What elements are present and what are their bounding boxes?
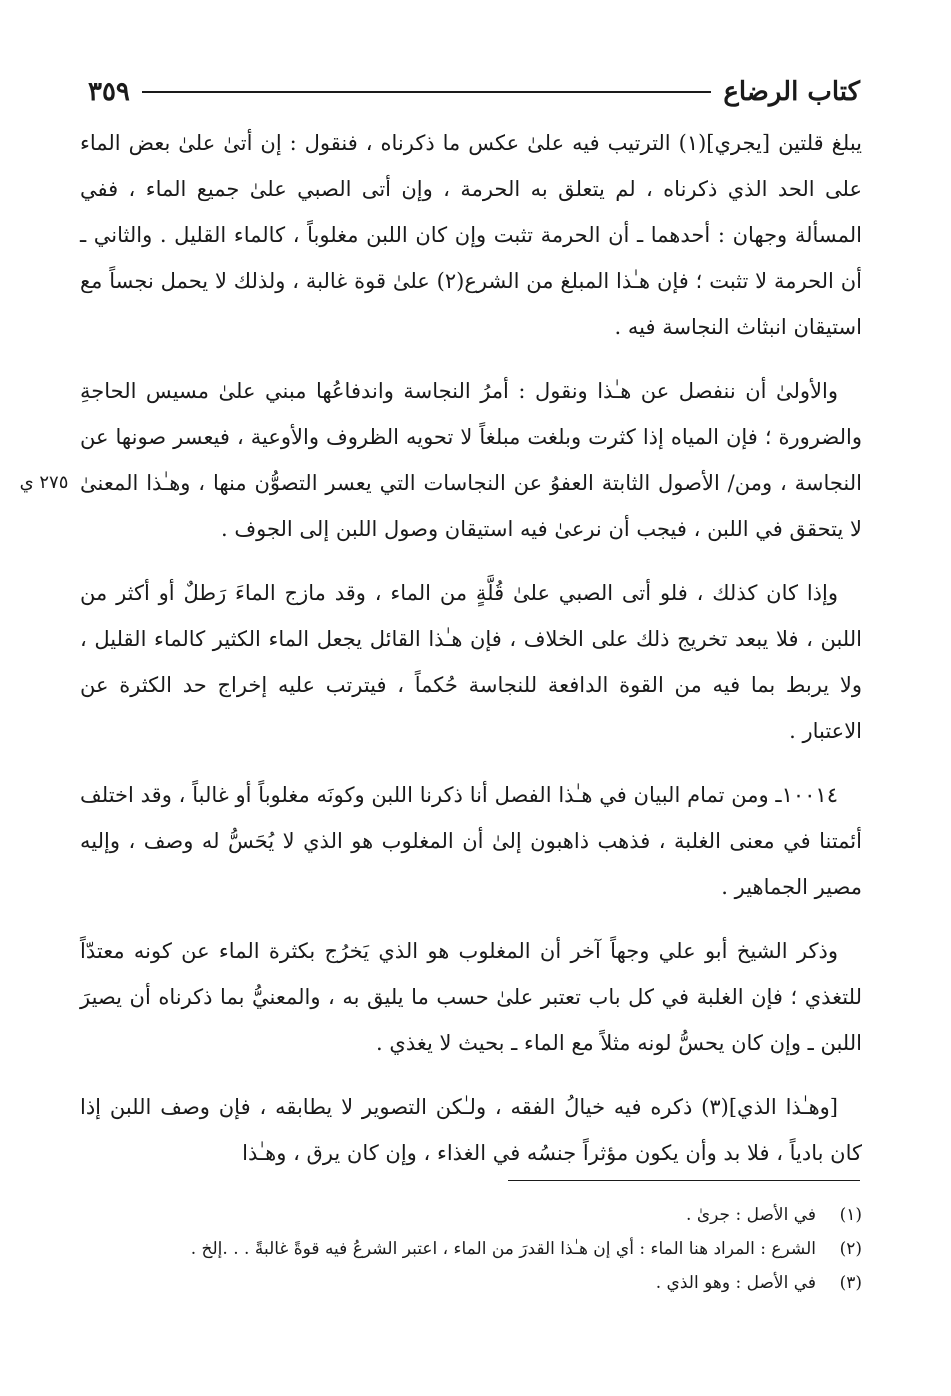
footnote-separator	[508, 1180, 860, 1181]
header-rule	[142, 91, 711, 93]
footnotes	[100, 1198, 862, 1300]
paragraph: والأولىٰ أن ننفصل عن هـٰذا ونقول : أمرُ النجاسة واندفاعُها مبني علىٰ مسيس الحاجةِ والضرورة ؛ فإن المياه إذا كثرت وبلغت مبلغاً لا تحويه الظروف والأوعية ، فيعسر صونها عن النجاسة ، ومن/ الأصول الثابتة العفوُ عن النجاسات التي يعسر التصوُّن منها ، وهـٰذا المعنىٰ لا يتحقق في اللبن ، فيجب أن نرعىٰ فيه استيقان وصول اللبن إلى الجوف .	[80, 379, 862, 541]
main-text	[80, 120, 862, 1176]
footnote-number: (١)	[839, 1205, 862, 1225]
footnote-number: (٣)	[839, 1273, 862, 1293]
footnote-number: (٢)	[839, 1239, 862, 1259]
margin-reference: ٢٧٥ ي	[19, 472, 69, 493]
footnote	[100, 1198, 862, 1232]
paragraph: [وهـٰذا الذي](٣) ذكره فيه خيالُ الفقه ، ولـٰكن التصوير لا يطابقه ، فإن وصف اللبن إذا كان بادياً ، فلا بد وأن يكون مؤثراً جنسُه في الغذاء ، وإن كان يرق ، وهـٰذا	[80, 1095, 862, 1165]
paragraph: وذكر الشيخ أبو علي وجهاً آخر أن المغلوب هو الذي يَخرُج بكثرة الماء عن كونه معتدّاً للتغذي ؛ فإن الغلبة في كل باب تعتبر علىٰ حسب ما يليق به ، والمعنيُّ بما ذكرناه أن يصيرَ اللبن ـ وإن كان يحسُّ لونه مثلاً مع الماء ـ بحيث لا يغذي .	[80, 939, 862, 1055]
paragraph: يبلغ قلتين [يجري](١) الترتيب فيه علىٰ عكس ما ذكرناه ، فنقول : إن أتىٰ علىٰ بعض الماء على الحد الذي ذكرناه ، لم يتعلق به الحرمة ، وإن أتى الصبي علىٰ جميع الماء ، ففي المسألة وجهان : أحدهما ـ أن الحرمة تثبت وإن كان اللبن مغلوباً ، كالماء القليل . والثاني ـ أن الحرمة لا تثبت ؛ فإن هـٰذا المبلغ من الشرع(٢) علىٰ قوة غالبة ، ولذلك لا يحمل نجساً مع استيقان انبثاث النجاسة فيه .	[80, 131, 862, 339]
footnote	[100, 1232, 862, 1266]
footnote-text: الشرع : المراد هنا الماء : أي إن هـٰذا القدرَ من الماء ، اعتبر الشرعُ فيه قوةً غالبةً . . .إلخ .	[190, 1239, 816, 1259]
footnote-text: في الأصل : وهو الذي .	[655, 1273, 816, 1293]
book-title: كتاب الرضاع	[723, 77, 860, 107]
paragraph: ١٠٠١٤ـ ومن تمام البيان في هـٰذا الفصل أنا ذكرنا اللبن وكونَه مغلوباً أو غالباً ، وقد اختلف أئمتنا في معنى الغلبة ، فذهب ذاهبون إلىٰ أن المغلوب هو الذي لا يُحَسُّ له وصف ، وإليه مصير الجماهير .	[80, 783, 862, 899]
footnote-text: في الأصل : جرىٰ .	[686, 1205, 816, 1225]
footnote	[100, 1266, 862, 1300]
paragraph: وإذا كان كذلك ، فلو أتى الصبي علىٰ قُلَّةٍ من الماء ، وقد مازج الماءَ رَطلٌ أو أكثر من اللبن ، فلا يبعد تخريج ذلك على الخلاف ، فإن هـٰذا القائل يجعل الماء الكثير كالماء القليل ، ولا يربط بما فيه من القوة الدافعة للنجاسة حُكماً ، فيترتب عليه إخراج حد الكثرة عن الاعتبار .	[80, 581, 862, 743]
running-header	[88, 72, 860, 112]
page-number: ٣٥٩	[88, 77, 130, 107]
